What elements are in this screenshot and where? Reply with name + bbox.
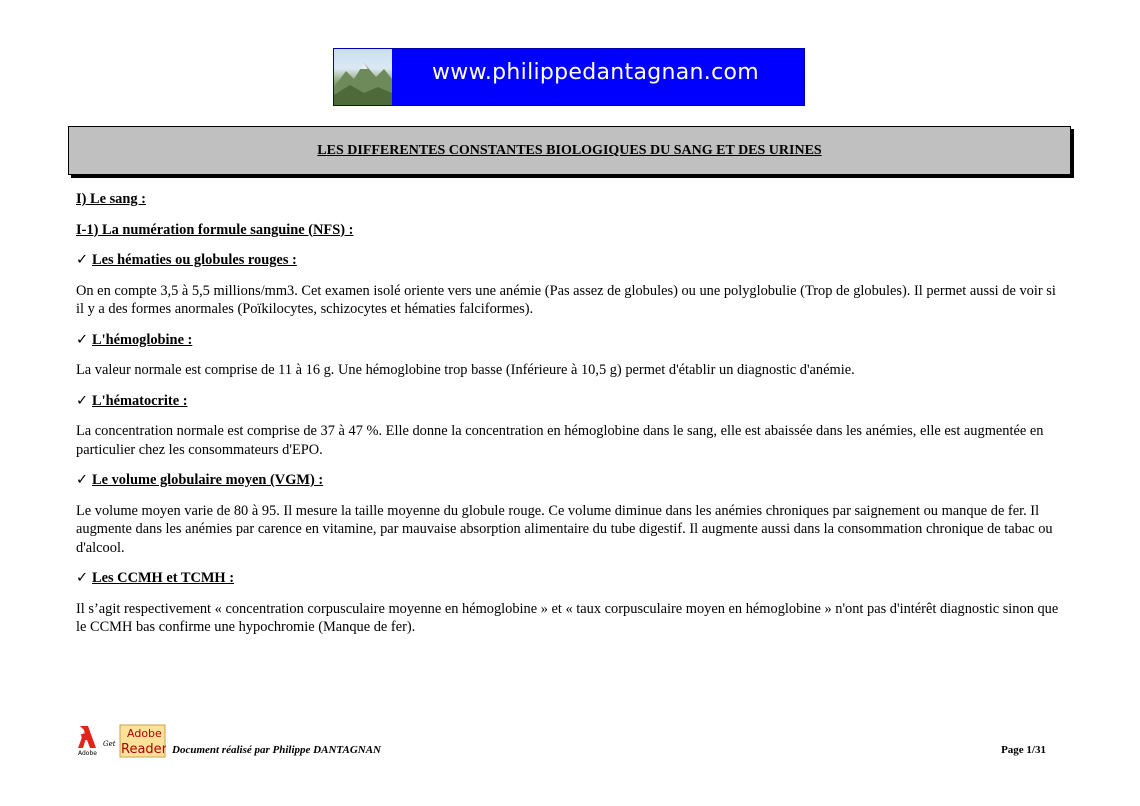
reader-label: Reader xyxy=(121,742,166,757)
adobe-reader-logo-icon[interactable] xyxy=(76,724,166,758)
page-footer xyxy=(76,724,1046,758)
get-label: Get xyxy=(103,740,116,748)
adobe-brand-label: Adobe xyxy=(127,727,162,740)
item-text-hematocrite: La concentration normale est comprise de 37 à 47 %. Elle donne la concentration en hémoglobine dans le sang, elle est abaissée dans les anémies, elle est augmentée en particulier chez les consommateurs d'EPO. xyxy=(76,423,1044,458)
item-text-vgm: Le volume moyen varie de 80 à 95. Il mesure la taille moyenne du globule rouge. Ce volume diminue dans les anémies chroniques par saignement ou manque de fer. Il augmente dans les anémies par carence en vitamine, par mauvaise absorption alimentaire du tube digestif. Il augmente aussi dans la consommation chronique de tabac ou d'alcool. xyxy=(76,502,1053,556)
item-text-hematies: On en compte 3,5 à 5,5 millions/mm3. Cet examen isolé oriente vers une anémie (Pas assez de globules) ou une polyglobulie (Trop de globules). Il permet aussi de voir si il y a des formes anormales (Poïkilocytes, schizocytes et hématies falciformes). xyxy=(76,282,1056,317)
checkmark-icon: ✓ xyxy=(76,392,89,409)
checkmark-icon: ✓ xyxy=(76,331,89,348)
item-heading-ccmh: ✓ Les CCMH et TCMH : xyxy=(76,570,235,586)
site-banner[interactable] xyxy=(333,48,805,106)
subsection-heading: I-1) La numération formule sanguine (NFS) : xyxy=(76,221,354,238)
checkmark-icon: ✓ xyxy=(76,472,89,488)
checkmark-icon: ✓ xyxy=(76,570,89,586)
adobe-small-label: Adobe xyxy=(78,750,97,757)
checkmark-icon: ✓ xyxy=(76,252,89,268)
item-heading-hemoglobine: ✓ L'hémoglobine : xyxy=(76,331,193,348)
document-title: LES DIFFERENTES CONSTANTES BIOLOGIQUES DU SANG ET DES URINES xyxy=(317,143,822,158)
item-heading-vgm: ✓ Le volume globulaire moyen (VGM) : xyxy=(76,472,324,488)
get-adobe-reader-badge[interactable] xyxy=(76,724,166,758)
document-body xyxy=(76,190,1066,649)
mountain-photo-icon xyxy=(334,49,392,105)
footer-credit: Document réalisé par Philippe DANTAGNAN xyxy=(172,744,382,756)
page-number: Page 1/31 xyxy=(1001,744,1046,756)
item-text-ccmh: Il s’agit respectivement « concentration corpusculaire moyenne en hémoglobine » et « taux corpusculaire moyen en hémoglobine » n'ont pas d'intérêt diagnostic sinon que le CCMH bas confirme une hypochromie (Manque de fer). xyxy=(76,600,1059,635)
item-text-hemoglobine: La valeur normale est comprise de 11 à 16 g. Une hémoglobine trop basse (Inférieure à 10,5 g) permet d'établir un diagnostic d'anémie. xyxy=(76,362,855,378)
item-heading-hematocrite: ✓ L'hématocrite : xyxy=(76,392,188,409)
item-heading-hematies: ✓ Les hématies ou globules rouges : xyxy=(76,252,297,268)
section-heading: I) Le sang : xyxy=(76,191,146,207)
document-title-box xyxy=(68,126,1071,175)
site-url[interactable]: www.philippedantagnan.com xyxy=(432,60,759,85)
